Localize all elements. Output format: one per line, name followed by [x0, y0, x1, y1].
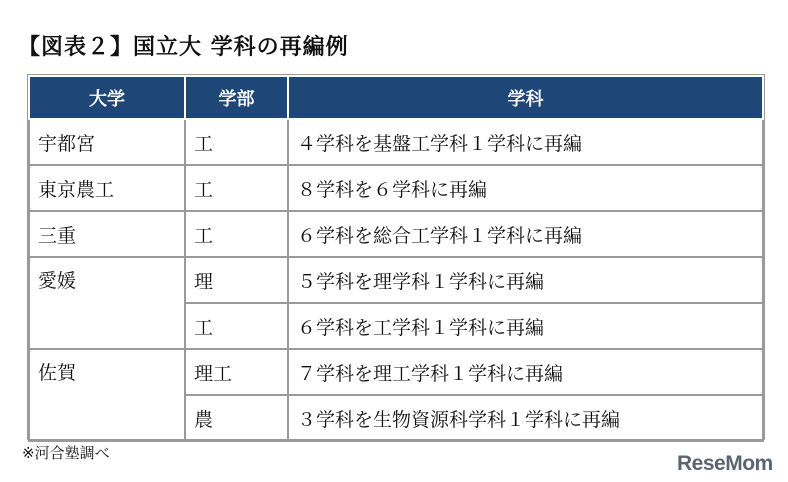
table-row	[29, 119, 763, 165]
source-note: ※河合塾調べ	[22, 444, 110, 462]
department-change-cell: ６学科を総合工学科１学科に再編	[288, 211, 763, 257]
faculty-cell: 理	[185, 257, 288, 303]
university-cell: 東京農工	[29, 165, 185, 211]
faculty-cell: 工	[185, 165, 288, 211]
header-faculty: 学部	[185, 76, 288, 119]
table-header-row	[29, 76, 763, 119]
department-change-cell: ４学科を基盤工学科１学科に再編	[288, 119, 763, 165]
department-change-cell: ５学科を理学科１学科に再編	[288, 257, 763, 303]
page-title: 【図表２】国立大 学科の再編例	[18, 35, 349, 60]
department-change-cell: ７学科を理工学科１学科に再編	[288, 349, 763, 395]
department-change-cell: ６学科を工学科１学科に再編	[288, 303, 763, 349]
header-university: 大学	[29, 76, 185, 119]
university-cell: 宇都宮	[29, 119, 185, 165]
faculty-cell: 工	[185, 119, 288, 165]
table-row	[29, 165, 763, 211]
resemom-logo: ReseMom	[677, 452, 773, 475]
faculty-cell: 工	[185, 211, 288, 257]
reorganization-table-container	[27, 74, 765, 440]
table-row	[29, 211, 763, 257]
university-cell: 愛媛	[29, 257, 185, 349]
reorganization-table	[28, 75, 764, 442]
faculty-cell: 農	[185, 395, 288, 441]
table-row	[29, 349, 763, 395]
faculty-cell: 理工	[185, 349, 288, 395]
department-change-cell: ８学科を６学科に再編	[288, 165, 763, 211]
university-cell: 佐賀	[29, 349, 185, 441]
university-cell: 三重	[29, 211, 185, 257]
faculty-cell: 工	[185, 303, 288, 349]
header-department: 学科	[288, 76, 763, 119]
department-change-cell: ３学科を生物資源科学科１学科に再編	[288, 395, 763, 441]
table-row	[29, 257, 763, 303]
